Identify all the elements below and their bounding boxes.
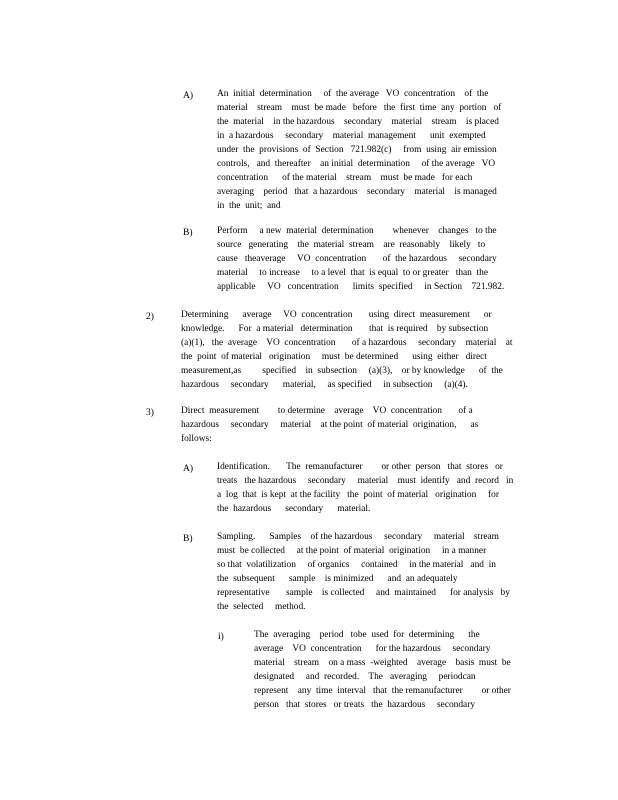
item-label-3bi: i) [218,631,224,642]
text-line: the selected method. [217,602,306,612]
text-line: the subsequent sample is minimized and an adequately [217,574,458,584]
paragraph-3 [181,404,521,446]
text-line: controls, and thereafter an initial determination of the average VO [217,159,496,169]
item-label-2: 2) [146,311,154,322]
text-line: hazardous secondary material, as specified in subsection (a)(4). [181,380,468,390]
text-line: hazardous secondary material at the point of material origination, as [181,420,479,430]
text-line: averaging period that a hazardous secondary material is managed [217,187,497,197]
text-line: under the provisions of Section 721.982(c) from using air emission [217,145,497,155]
text-line: in the unit; and [217,201,281,211]
text-line: The averaging period tobe used for determining the [254,630,480,640]
text-line: Direct measurement to determine average VO concentration of a [181,406,473,416]
text-line: represent any time interval that the remanufacturer or other [254,686,511,696]
item-label-3a: A) [183,463,194,474]
item-label-3: 3) [146,407,154,418]
text-line: Identification. The remanufacturer or other person that stores or [217,462,503,472]
item-label-1a: A) [183,90,194,101]
text-line: Determining average VO concentration using direct measurement or [181,310,492,320]
text-line: source generating the material stream are reasonably likely to [217,240,486,250]
paragraph-3b [217,530,542,614]
text-line: so that volatilization of organics contained in the material and in [217,560,496,570]
text-line: in a hazardous secondary material management unit exempted [217,131,486,141]
text-line: knowledge. For a material determination that is required by subsection [181,324,489,334]
text-line: a log that is kept at the facility the point of material origination for [217,490,499,500]
text-line: representative sample is collected and maintained for analysis by [217,588,510,598]
text-line: Sampling. Samples of the hazardous secondary material stream [217,532,499,542]
item-label-3b: B) [183,533,193,544]
paragraph-2 [181,308,543,392]
text-line: the material in the hazardous secondary material stream is placed [217,117,499,127]
text-line: cause theaverage VO concentration of the hazardous secondary [217,254,497,264]
text-line: material to increase to a level that is equal to or greater than the [217,268,488,278]
text-line: the hazardous secondary material. [217,504,371,514]
text-line: Perform a new material determination whenever changes to the [217,226,497,236]
text-line: concentration of the material stream must be made for each [217,173,473,183]
text-line: follows: [181,434,212,444]
text-line: the point of material origination must be determined using either direct [181,352,487,362]
text-line: material stream must be made before the first time any portion of [217,103,502,113]
item-label-1b: B) [183,227,193,238]
text-line: average VO concentration for the hazardous secondary [254,644,491,654]
text-line: An initial determination of the average VO concentration of the [217,89,489,99]
paragraph-3bi [254,628,544,712]
text-line: designated and recorded. The averaging periodcan [254,672,476,682]
text-line: applicable VO concentration limits specified in Section 721.982. [217,282,505,292]
text-line: person that stores or treats the hazardous secondary [254,700,476,710]
paragraph-1a [217,87,542,213]
text-line: measurement,as specified in subsection (a)(3), or by knowledge of the [181,366,503,376]
text-line: must be collected at the point of material origination in a manner [217,546,487,556]
text-line: treats the hazardous secondary material must identify and record in [217,476,514,486]
text-line: material stream on a mass -weighted average basis must be [254,658,511,668]
paragraph-1b [217,224,542,294]
text-line: (a)(1), the average VO concentration of a hazardous secondary material at [181,338,513,348]
paragraph-3a [217,460,542,516]
